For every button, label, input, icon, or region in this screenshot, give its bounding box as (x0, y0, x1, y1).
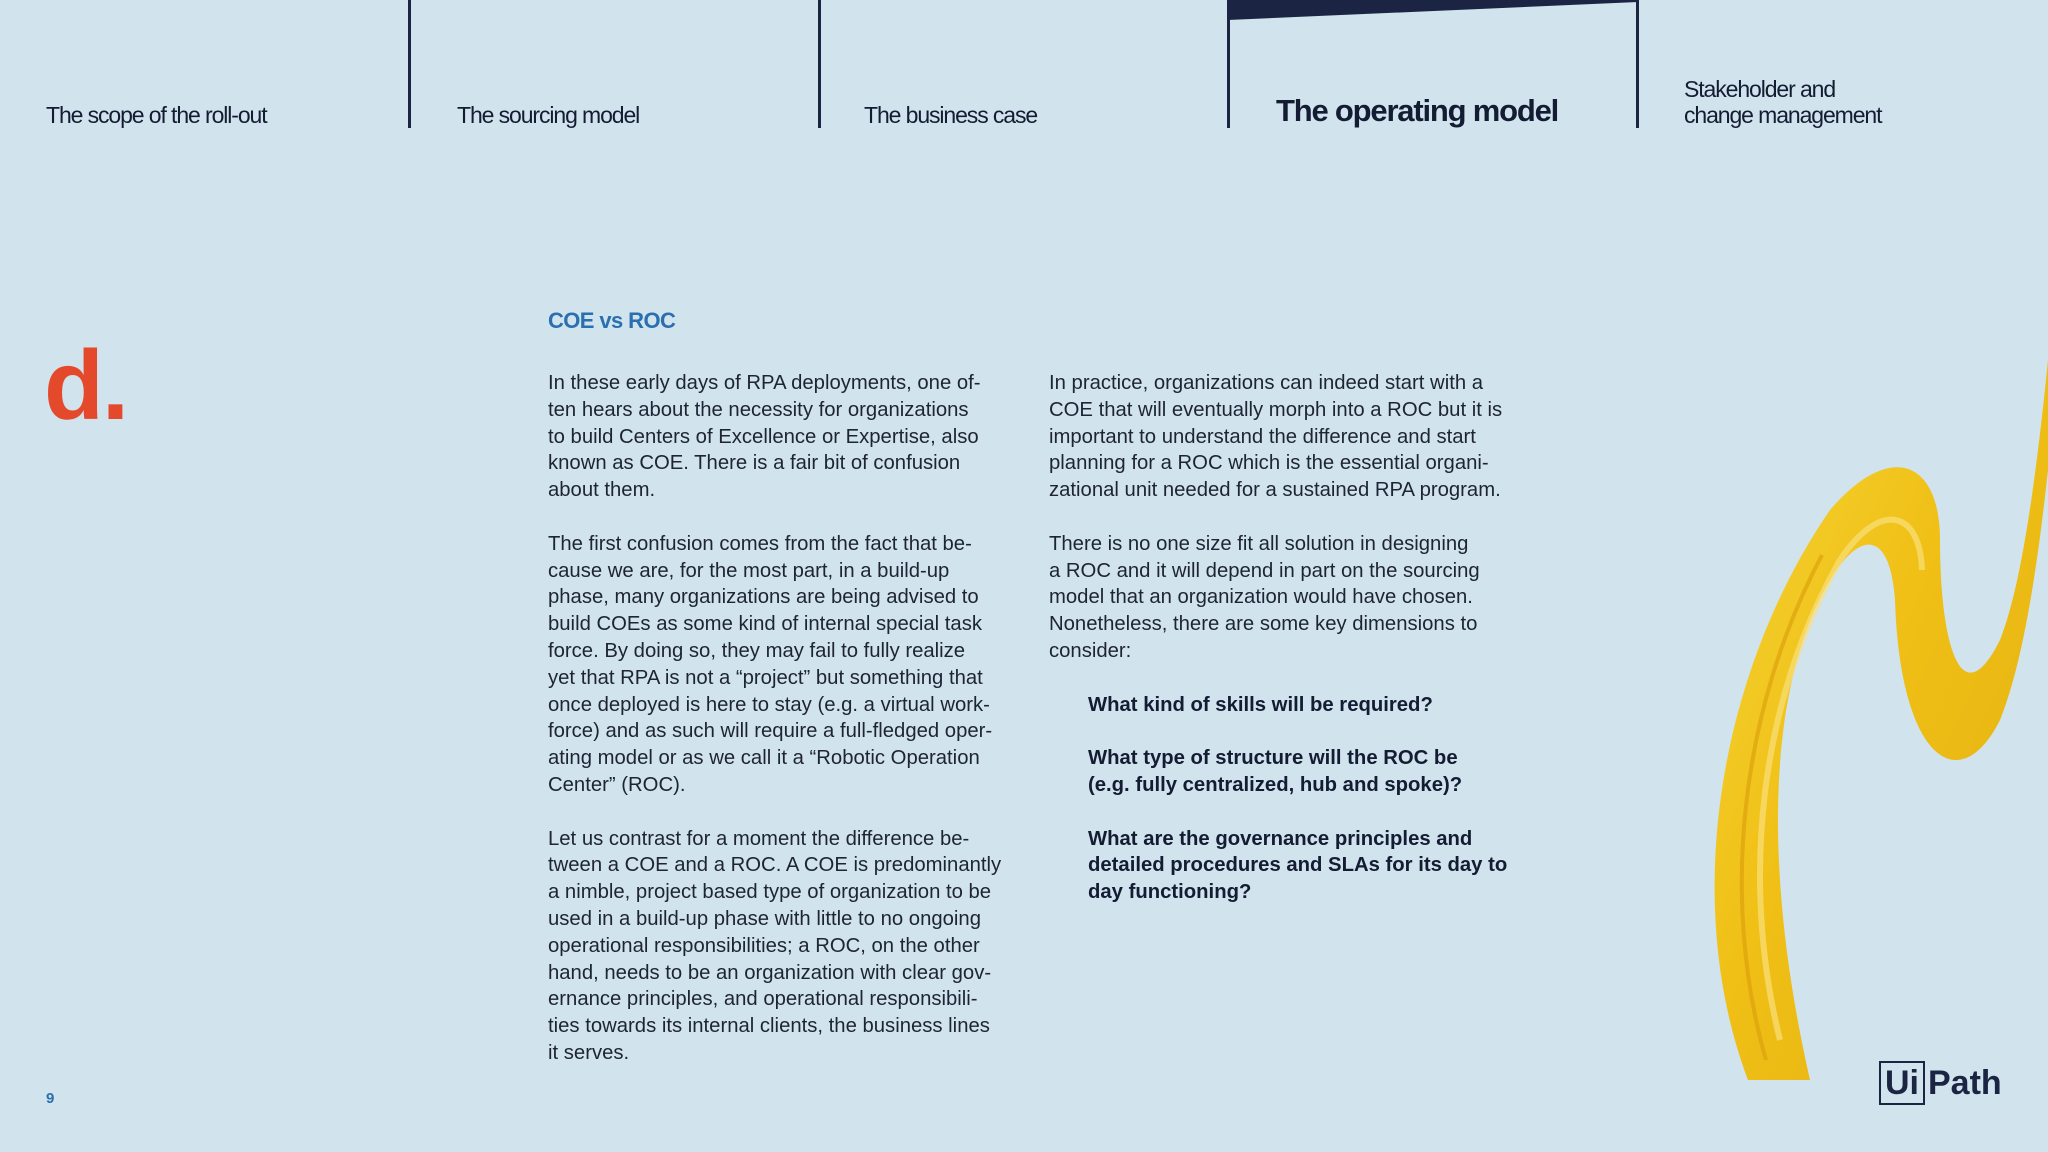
body-paragraph: In practice, organizations can indeed start with a COE that will eventually morph into a ROC but it is important to understand the difference and start planning for a ROC which is the essential organi- zational unit needed for a sustained RPA program. (1049, 372, 1503, 502)
left-column (548, 370, 1018, 1094)
nav-tab-stakeholder[interactable] (1684, 0, 2024, 128)
logo-ui-box: Ui (1879, 1061, 1925, 1105)
nav-divider (1227, 0, 1230, 128)
section-nav (0, 0, 2048, 140)
logo-path-text: Path (1928, 1063, 2002, 1102)
nav-tab-operating-model[interactable] (1276, 0, 1636, 128)
key-question: What kind of skills will be required? (1088, 693, 1433, 716)
key-question: What type of structure will the ROC be (e.g. fully centralized, hub and spoke)? (1088, 747, 1463, 796)
nav-tab-operating-model-label: The operating model (1276, 93, 1559, 128)
body-paragraph: There is no one size fit all solution in designing a ROC and it will depend in part on the sourcing model that an organization would have chosen. Nonetheless, there are some key dimensions to consider: (1049, 532, 1480, 662)
body-paragraph: The first confusion comes from the fact that be- cause we are, for the most part, in a build-up phase, many organizations are being advised to build COEs as some kind of internal special task force. By doing so, they may fail to fully realize yet that RPA is not a “project” but something that once deployed is here to stay (e.g. a virtual work- force) and as such will require a full-fledged oper- ating model or as we call it a “Robotic Operation Center” (ROC). (548, 532, 993, 796)
nav-tab-sourcing[interactable] (457, 0, 807, 128)
right-column (1049, 370, 1519, 933)
yellow-ribbon-decoration (1530, 340, 2048, 1110)
nav-tab-sourcing-label: The sourcing model (457, 102, 640, 128)
nav-tab-scope[interactable] (46, 0, 406, 128)
section-subheading: COE vs ROC (548, 308, 676, 333)
nav-tab-business-case[interactable] (864, 0, 1214, 128)
page-number: 9 (46, 1090, 55, 1107)
key-question: What are the governance principles and detailed procedures and SLAs for its day to day functioning? (1088, 827, 1508, 904)
key-questions-list (1049, 692, 1519, 906)
nav-tab-scope-label: The scope of the roll-out (46, 102, 267, 128)
nav-divider (1636, 0, 1639, 128)
body-paragraph: In these early days of RPA deployments, one of- ten hears about the necessity for organizations to build Centers of Excellence or Expertise, also known as COE. There is a fair bit of confusion about them. (548, 372, 981, 502)
section-letter: d. (44, 330, 128, 440)
body-paragraph: Let us contrast for a moment the difference be- tween a COE and a ROC. A COE is predominantly a nimble, project based type of organization to be used in a build-up phase with little to no ongoing operational responsibilities; a ROC, on the other hand, needs to be an organization with clear gov- ernance principles, and operational responsibili- ties towards its internal clients, the business lines it serves. (548, 827, 1002, 1064)
nav-tab-stakeholder-label: Stakeholder and change management (1684, 76, 1882, 128)
nav-divider (818, 0, 821, 128)
nav-tab-business-case-label: The business case (864, 102, 1038, 128)
nav-divider (408, 0, 411, 128)
uipath-logo (1879, 1060, 2002, 1106)
